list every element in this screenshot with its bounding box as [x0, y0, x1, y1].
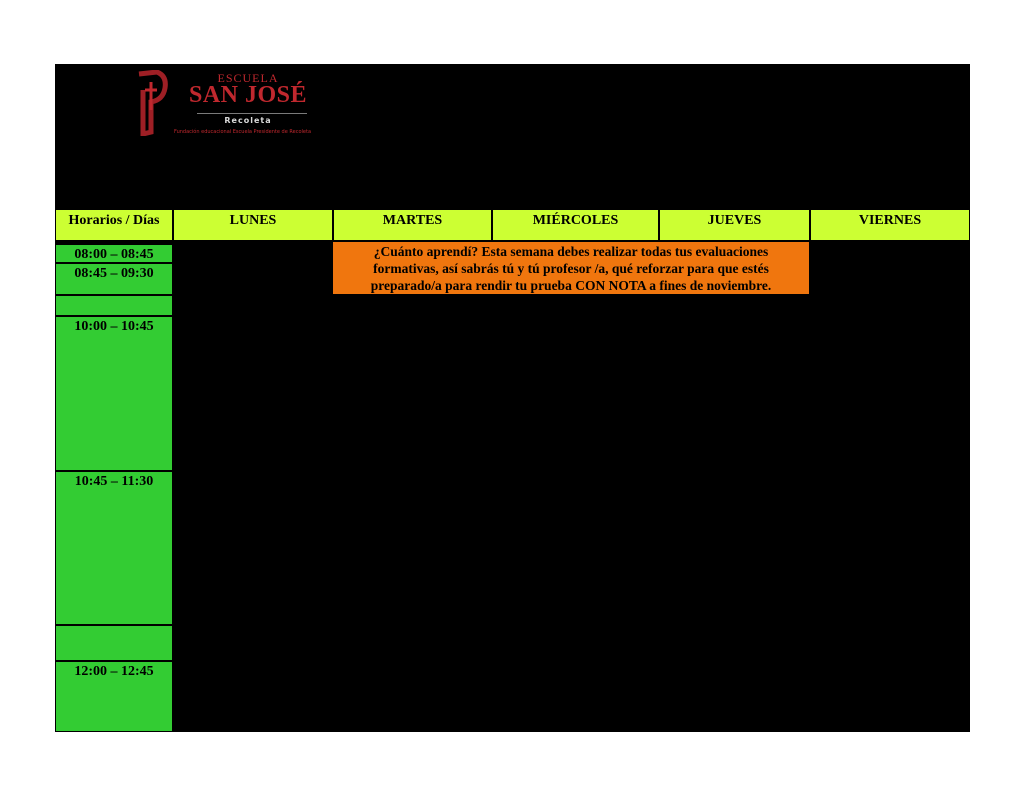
time-slot-2: 08:45 – 09:30 — [55, 263, 173, 295]
time-slot-5: 12:00 – 12:45 — [55, 661, 173, 732]
logo-mark-icon — [135, 70, 169, 136]
header-day-jueves: JUEVES — [659, 209, 810, 241]
header-day-viernes: VIERNES — [810, 209, 970, 241]
logo-subtitle: Recoleta — [224, 116, 272, 125]
logo-school-name: SAN JOSÉ — [188, 82, 308, 108]
logo-divider — [197, 113, 307, 114]
header-day-miercoles: MIÉRCOLES — [492, 209, 659, 241]
banner-line-1: ¿Cuánto aprendí? Esta semana debes realizar todas tus evaluaciones — [373, 244, 769, 259]
header-corner: Horarios / Días — [55, 209, 173, 241]
time-slot-1: 08:00 – 08:45 — [55, 244, 173, 263]
time-slot-break-2 — [55, 625, 173, 661]
time-slot-break-1 — [55, 295, 173, 316]
time-slot-3: 10:00 – 10:45 — [55, 316, 173, 471]
school-logo — [135, 68, 335, 140]
time-slot-4: 10:45 – 11:30 — [55, 471, 173, 625]
header-day-lunes: LUNES — [173, 209, 333, 241]
schedule-sheet — [55, 64, 970, 732]
evaluation-notice-banner — [333, 242, 809, 294]
logo-tagline: Fundación educacional Escuela Presidente de Recoleta — [173, 129, 312, 135]
banner-line-2: formativas, así sabrás tú y tú profesor /a, qué reforzar para que estés — [373, 261, 769, 276]
banner-line-3: preparado/a para rendir tu prueba CON NOTA a fines de noviembre. — [370, 278, 772, 293]
header-day-martes: MARTES — [333, 209, 492, 241]
logo-escuela-text: ESCUELA — [217, 71, 279, 85]
